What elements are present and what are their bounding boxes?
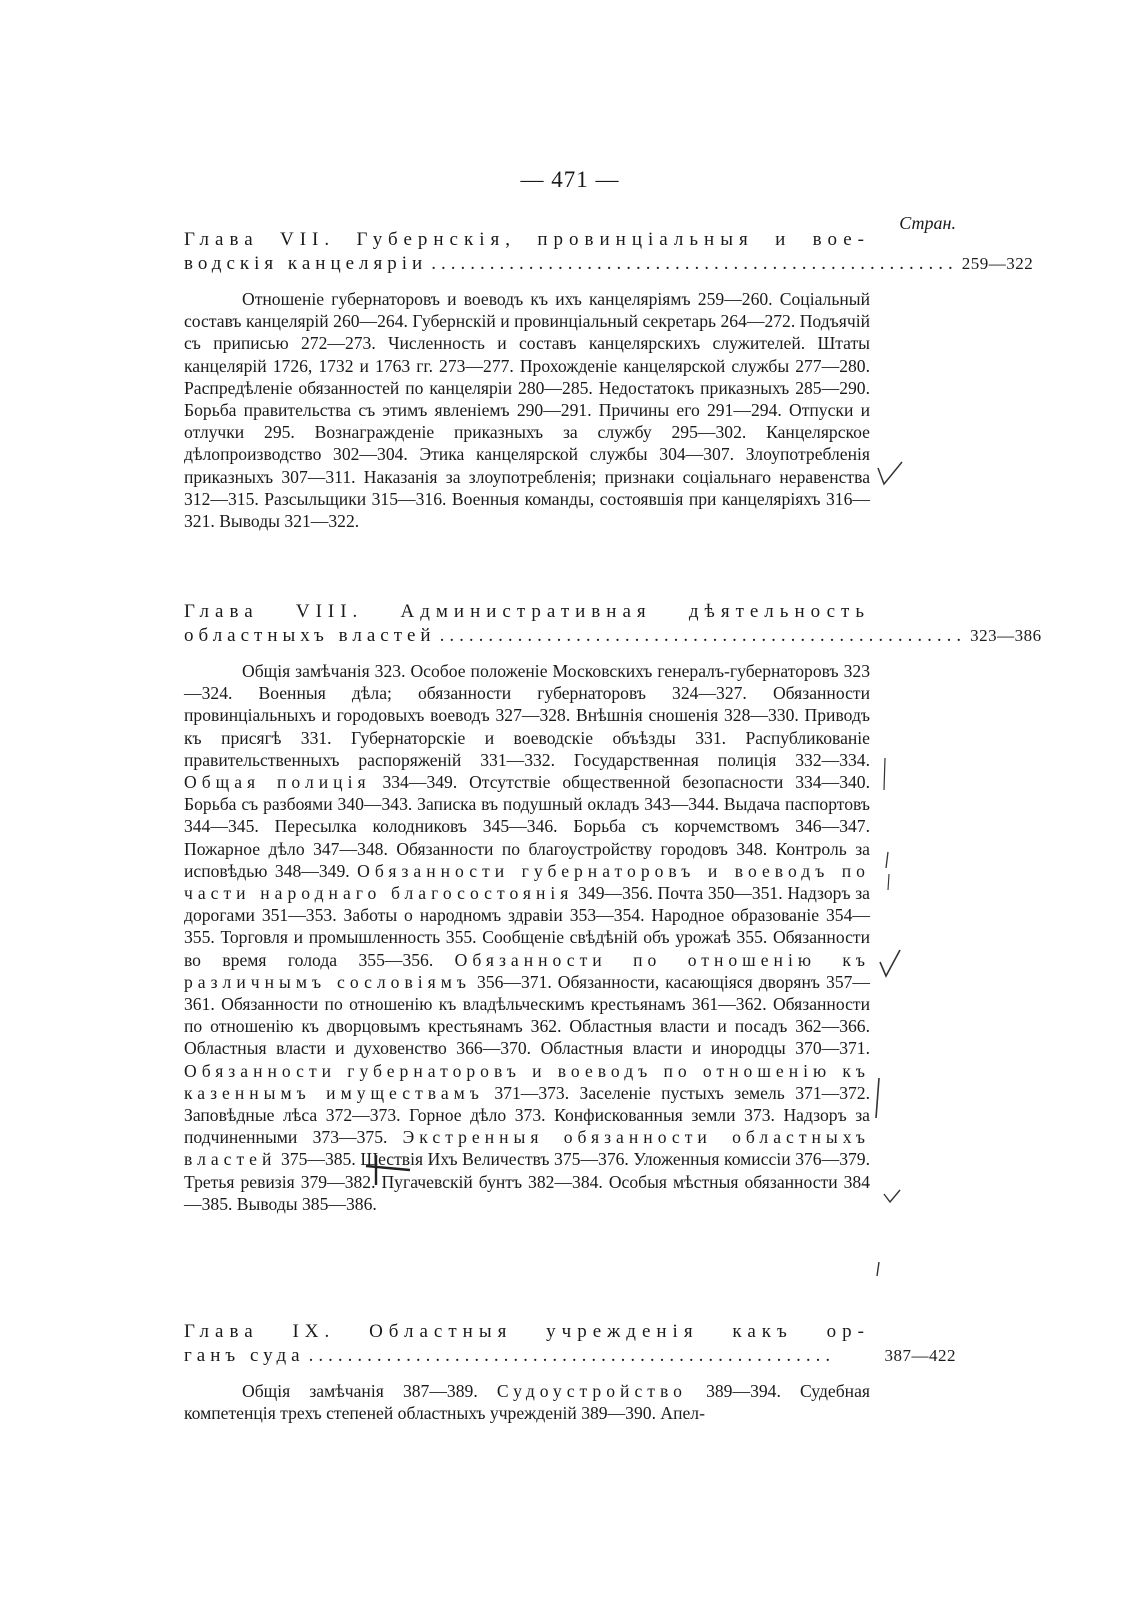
- page-range: 323—386: [970, 626, 1042, 645]
- summary-text: 371—373. Заселеніе пустыхъ земель 371—372. Заповѣдные лѣса 372—373. Горное дѣло 373. Конфискованныя земли 373. Надзоръ за подчиненными 373—375.: [184, 1082, 870, 1148]
- leader-dots: ......................................................: [439, 625, 967, 646]
- chapter-title-line1: Глава VIII. Административная дѣятельность: [184, 601, 870, 622]
- chapter-title: [184, 228, 1034, 276]
- summary-text: 334—349. Отсутствіе общественной безопасности 334—340. Борьба съ разбоями 340—343. Записка въ подушный окладъ 343—344. Выдача паспортовъ 344—345. Пересылка колодниковъ 345—346. Борьба съ корчемствомъ 346—347. Пожарное дѣло 347—348. Обязанности по благоустройству городовъ 348. Контроль за исповѣдью 348—349.: [184, 772, 870, 881]
- chapter-vii: [184, 228, 1034, 532]
- page-range: 259—322: [961, 254, 1034, 273]
- section-heading: Обязанности губернаторовъ и воеводъ по части народнаго благосостоянія: [184, 860, 870, 904]
- summary-text: 389—394. Судебная компетенція трехъ степеней областныхъ учрежденій 389—390. Апел-: [184, 1381, 870, 1424]
- chapter-ix: [184, 1320, 956, 1424]
- summary-text: Общія замѣчанія 387—389.: [242, 1381, 478, 1401]
- chapter-summary: [184, 1380, 870, 1424]
- chapter-summary: [184, 660, 870, 1215]
- chapter-title-line2: [184, 624, 1042, 648]
- summary-text: 375—385. Шествія Ихъ Величествъ 375—376. Уложенныя комиссіи 376—379. Третья ревизія 379—382. Пугачевскій бунтъ 382—384. Особыя мѣстныя обязанности 384—385. Выводы 385—386.: [184, 1149, 870, 1214]
- chapter-title-line2: [184, 1344, 956, 1368]
- chapter-title-tail: ганъ суда: [184, 1345, 305, 1366]
- bracket-mark: [877, 1262, 879, 1276]
- chapter-title: [184, 600, 1042, 648]
- chapter-viii: [184, 600, 1042, 1215]
- leader-dots: ......................................................: [308, 1345, 836, 1366]
- chapter-summary: Отношеніе губернаторовъ и воеводъ къ ихъ канцеляріямъ 259—260. Соціальный составъ канцелярій 260—264. Губернскій и провинціальный секретарь 264—272. Подъячій съ приписью 272—273. Численность и составъ канцелярскихъ служителей. Штаты канцелярій 1726, 1732 и 1763 гг. 273—277. Прохожденіе канцелярской службы 277—280. Распредѣленіе обязанностей по канцеляріи 280—285. Недостатокъ приказныхъ 285—290. Борьба правительства съ этимъ явленіемъ 290—291. Причины его 291—294. Отпуски и отлучки 295. Вознагражденіе приказныхъ за службу 295—302. Канцелярское дѣлопроизводство 302—304. Этика канцелярской службы 304—307. Злоупотребленія приказныхъ 307—311. Наказанія за злоупотребленія; признаки соціальнаго неравенства 312—315. Разсыльщики 315—316. Военныя команды, состоявшія при канцеляріяхъ 316—321. Выводы 321—322.: [184, 289, 870, 532]
- summary-text: Общія замѣчанія 323. Особое положеніе Московскихъ генералъ-губернаторовъ 323—324. Военныя дѣла; обязанности губернаторовъ 324—327. Обязанности провинціальныхъ и городовыхъ воеводъ 327—328. Внѣшнія сношенія 328—330. Приводъ къ присягѣ 331. Губернаторскіе и воеводскіе объѣзды 331. Распубликованіе правительственныхъ распоряженій 331—332. Государственная полиція 332—334.: [184, 661, 870, 770]
- chapter-title-tail: водскія канцеляріи: [184, 253, 428, 274]
- page-number: — 471 —: [520, 167, 620, 192]
- chapter-title-tail: областныхъ властей: [184, 625, 436, 646]
- leader-dots: ......................................................: [431, 253, 958, 274]
- chapter-title-line2: [184, 252, 1034, 276]
- section-heading: Обязанности по отношенію къ различнымъ сословіямъ: [184, 949, 871, 992]
- section-heading: Экстренныя обязанности областныхъ властей: [184, 1127, 870, 1170]
- section-heading: Обязанности губернаторовъ и воеводъ по отношенію къ казеннымъ имуществамъ: [184, 1060, 870, 1103]
- summary-text: 356—371. Обязанности, касающіяся дворянъ 357—361. Обязанности по отношенію къ владѣльческимъ крестьянамъ 361—362. Обязанности по отношенію къ дворцовымъ крестьянамъ 362. Областныя власти и посадъ 362—366. Областныя власти и духовенство 366—370. Областныя власти и инородцы 370—371.: [184, 971, 871, 1059]
- page-range: 387—422: [884, 1346, 956, 1365]
- chapter-title: [184, 1320, 956, 1368]
- column-header-pages: Стран.: [899, 213, 956, 233]
- section-heading: Судоустройство: [496, 1381, 687, 1401]
- chapter-title-line1: Глава IX. Областныя учрежденія какъ ор-: [184, 1321, 870, 1342]
- section-heading: Общая полиція: [184, 772, 371, 793]
- chapter-title-line1: Глава VII. Губернскія, провинціальныя и вое-: [184, 229, 870, 250]
- summary-text: 349—356. Почта 350—351. Надзоръ за дорогами 351—353. Заботы о народномъ здравіи 353—354. Народное образованіе 354—355. Торговля и промышленность 355. Сообщеніе свѣдѣній объ урожаѣ 355. Обязанности во время голода 355—356.: [184, 883, 870, 970]
